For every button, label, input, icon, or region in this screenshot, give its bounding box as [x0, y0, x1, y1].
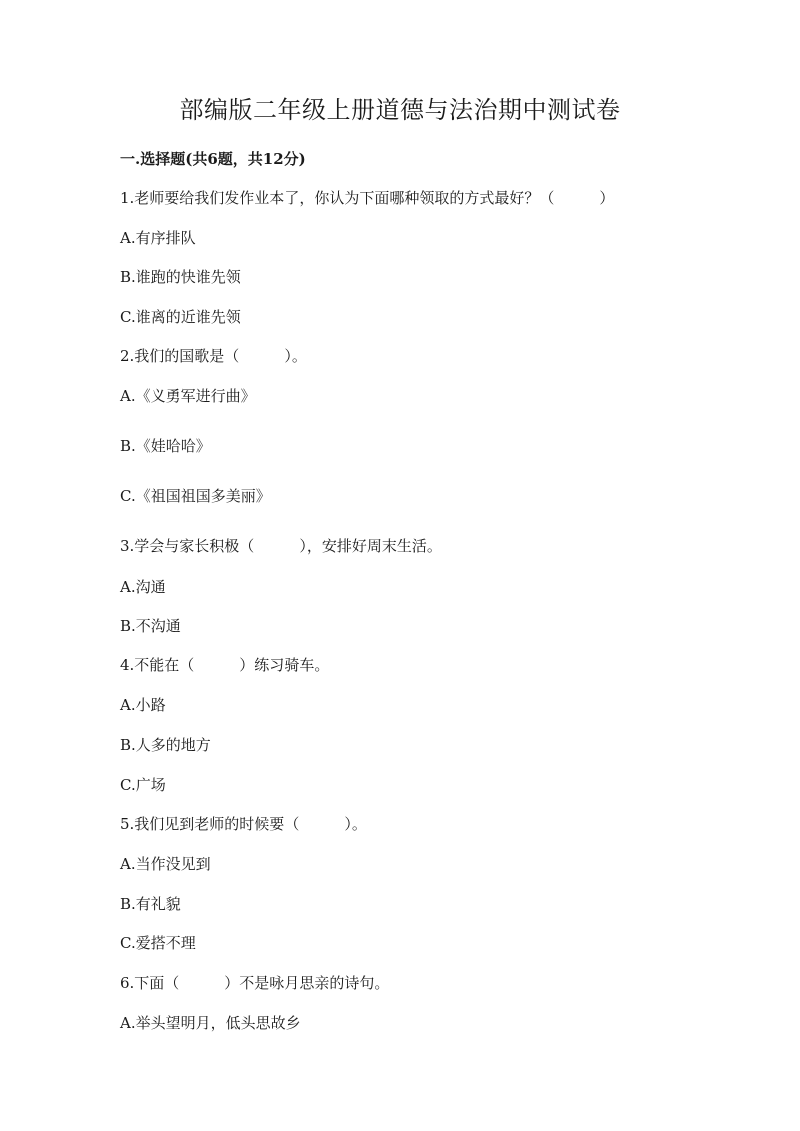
question-3-stem: 3.学会与家长积极（ ），安排好周末生活。 — [120, 537, 442, 555]
section-heading: 一.选择题(共6题，共12分) — [120, 150, 306, 168]
question-6-option-a: A.举头望明月，低头思故乡 — [120, 1014, 301, 1032]
question-1-option-c: C.谁离的近谁先领 — [120, 308, 241, 326]
question-5-option-b: B.有礼貌 — [120, 895, 181, 913]
question-2-option-a: A.《义勇军进行曲》 — [120, 387, 256, 405]
page-title: 部编版二年级上册道德与法治期中测试卷 — [179, 96, 621, 124]
question-5-option-c: C.爱搭不理 — [120, 934, 196, 952]
question-5-stem: 5.我们见到老师的时候要（ ）。 — [120, 815, 367, 833]
question-4-option-b: B.人多的地方 — [120, 736, 211, 754]
question-1-stem: 1.老师要给我们发作业本了，你认为下面哪种领取的方式最好？（ ） — [120, 189, 615, 207]
question-5-option-a: A.当作没见到 — [120, 855, 211, 873]
question-6-stem: 6.下面（ ）不是咏月思亲的诗句。 — [120, 974, 390, 992]
question-3-option-b: B.不沟通 — [120, 617, 181, 635]
question-4-option-a: A.小路 — [120, 696, 166, 714]
question-2-stem: 2.我们的国歌是（ ）。 — [120, 347, 307, 365]
question-1-option-b: B.谁跑的快谁先领 — [120, 268, 241, 286]
question-4-stem: 4.不能在（ ）练习骑车。 — [120, 656, 330, 674]
question-4-option-c: C.广场 — [120, 776, 166, 794]
question-2-option-c: C.《祖国祖国多美丽》 — [120, 487, 271, 505]
question-1-option-a: A.有序排队 — [120, 229, 196, 247]
question-2-option-b: B.《娃哈哈》 — [120, 437, 211, 455]
question-3-option-a: A.沟通 — [120, 578, 166, 596]
